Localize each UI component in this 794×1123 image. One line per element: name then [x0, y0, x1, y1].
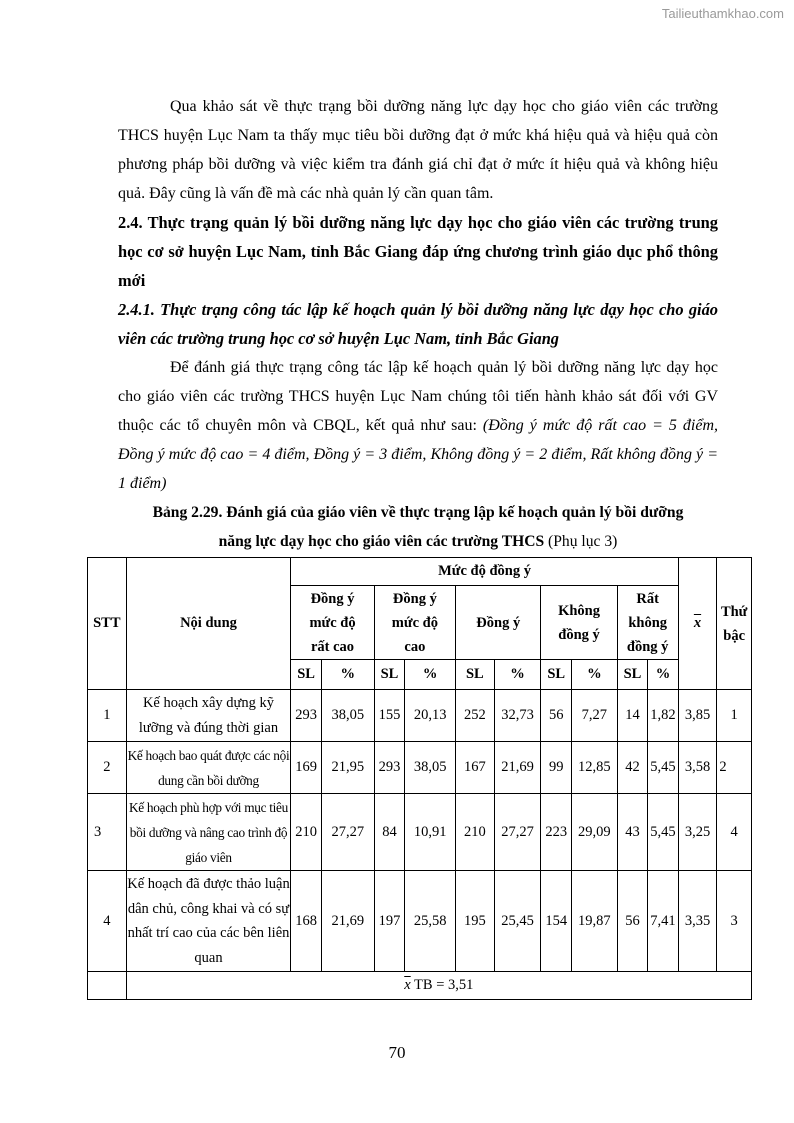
cell-stt: 1 — [88, 690, 127, 742]
cell-value: 27,27 — [494, 794, 541, 871]
cell-rank: 1 — [717, 690, 752, 742]
cell-value: 21,69 — [494, 742, 541, 794]
scale-note: (Đồng ý mức độ rất cao = 5 điểm, Đồng ý mức độ cao = 4 điểm, Đồng ý = 3 điểm, Không đồng ý = 2 điểm, Rất không đồng ý = 1 điểm) — [118, 417, 719, 492]
cell-value: 32,73 — [494, 690, 541, 742]
cell-value: 210 — [291, 794, 322, 871]
level-agree: Đồng ý — [456, 586, 541, 660]
header-stt: STT — [88, 558, 127, 690]
cell-value: 21,69 — [321, 871, 374, 972]
cell-rank: 3 — [717, 871, 752, 972]
caption-line-2: năng lực dạy học cho giáo viên các trường THCS — [218, 533, 545, 550]
cell-mean: 3,25 — [678, 794, 717, 871]
cell-value: 5,45 — [648, 742, 679, 794]
cell-value: 43 — [617, 794, 648, 871]
cell-value: 195 — [456, 871, 495, 972]
table-row — [88, 742, 752, 794]
sub-sl: SL — [291, 660, 322, 690]
header-row-1 — [88, 558, 752, 586]
cell-value: 293 — [291, 690, 322, 742]
cell-value: 223 — [541, 794, 572, 871]
cell-value: 155 — [374, 690, 405, 742]
cell-value: 20,13 — [405, 690, 456, 742]
header-thu-bac: Thứ bậc — [717, 558, 752, 690]
caption-line-2-wrap — [118, 527, 718, 556]
cell-stt: 3 — [88, 794, 127, 871]
table-row — [88, 871, 752, 972]
cell-value: 21,95 — [321, 742, 374, 794]
table-caption — [118, 498, 718, 556]
cell-value: 14 — [617, 690, 648, 742]
cell-noi-dung: Kế hoạch xây dựng kỹ lưỡng và đúng thời gian — [126, 690, 291, 742]
cell-rank: 2 — [717, 742, 752, 794]
cell-value: 29,09 — [571, 794, 617, 871]
cell-value: 38,05 — [321, 690, 374, 742]
level-high: Đồng ý mức độ cao — [374, 586, 455, 660]
caption-ref: (Phụ lục 3) — [544, 533, 618, 550]
level-very-high: Đồng ý mức độ rất cao — [291, 586, 374, 660]
cell-mean: 3,35 — [678, 871, 717, 972]
cell-stt: 4 — [88, 871, 127, 972]
cell-value: 56 — [541, 690, 572, 742]
cell-value: 10,91 — [405, 794, 456, 871]
intro-paragraph: Qua khảo sát về thực trạng bồi dưỡng năng lực dạy học cho giáo viên các trường THCS huyện Lục Nam ta thấy mục tiêu bồi dưỡng đạt ở mức khá hiệu quả và hiệu quả còn phương pháp bồi dưỡng và việc kiểm tra đánh giá chỉ đạt ở mức ít hiệu quả và không hiệu quả. Đây cũng là vấn đề mà các nhà quản lý cần quan tâm. — [118, 98, 718, 202]
level-disagree: Không đồng ý — [541, 586, 617, 660]
sub-pct: % — [571, 660, 617, 690]
cell-value: 12,85 — [571, 742, 617, 794]
cell-noi-dung: Kế hoạch bao quát được các nội dung cần bồi dưỡng — [126, 742, 291, 794]
cell-value: 84 — [374, 794, 405, 871]
sub-sl: SL — [456, 660, 495, 690]
cell-value: 19,87 — [571, 871, 617, 972]
cell-value: 293 — [374, 742, 405, 794]
header-xbar: $\overline{x}$ — [678, 558, 717, 690]
header-noi-dung: Nội dung — [126, 558, 291, 690]
assessment-table — [87, 557, 752, 1000]
caption-line-1: Bảng 2.29. Đánh giá của giáo viên về thực trạng lập kế hoạch quản lý bồi dưỡng — [152, 504, 684, 521]
page-body — [118, 92, 718, 556]
page-number: 70 — [388, 1043, 406, 1062]
sub-pct: % — [321, 660, 374, 690]
sub-sl: SL — [617, 660, 648, 690]
survey-text: Để đánh giá thực trạng công tác lập kế hoạch quản lý bồi dưỡng năng lực dạy học cho giáo viên các trường THCS huyện Lục Nam chúng tôi tiến hành khảo sát đối với GV thuộc các tổ chuyên môn và CBQL, kết quả như sau: — [118, 359, 718, 434]
cell-value: 168 — [291, 871, 322, 972]
table-row — [88, 690, 752, 742]
cell-rank: 4 — [717, 794, 752, 871]
cell-value: 1,82 — [648, 690, 679, 742]
table-row — [88, 794, 752, 871]
cell-value: 25,45 — [494, 871, 541, 972]
header-muc-do: Mức độ đồng ý — [291, 558, 678, 586]
sub-pct: % — [494, 660, 541, 690]
watermark: Tailieuthamkhao.com — [661, 6, 784, 21]
cell-stt: 2 — [88, 742, 127, 794]
cell-value: 56 — [617, 871, 648, 972]
cell-value: 99 — [541, 742, 572, 794]
section-heading-2-4-1: 2.4.1. Thực trạng công tác lập kế hoạch quản lý bồi dưỡng năng lực dạy học cho giáo viên các trường trung học cơ sở huyện Lục Nam, tỉnh Bắc Giang — [118, 300, 718, 348]
sub-sl: SL — [374, 660, 405, 690]
cell-value: 154 — [541, 871, 572, 972]
cell-value: 167 — [456, 742, 495, 794]
cell-mean: 3,58 — [678, 742, 717, 794]
cell-value: 27,27 — [321, 794, 374, 871]
survey-paragraph — [118, 353, 718, 498]
level-strongly-disagree: Rất không đồng ý — [617, 586, 678, 660]
cell-value: 42 — [617, 742, 648, 794]
cell-noi-dung: Kế hoạch đã được thảo luận dân chủ, công khai và có sự nhất trí cao của các bên liên quan — [126, 871, 291, 972]
cell-value: 169 — [291, 742, 322, 794]
cell-value: 7,41 — [648, 871, 679, 972]
cell-value: 7,27 — [571, 690, 617, 742]
cell-value: 252 — [456, 690, 495, 742]
table-summary-row — [88, 972, 752, 1000]
cell-mean: 3,85 — [678, 690, 717, 742]
cell-value: 5,45 — [648, 794, 679, 871]
summary-mean: $\overline{x}$ TB = 3,51 — [126, 972, 751, 1000]
sub-pct: % — [648, 660, 679, 690]
cell-value: 210 — [456, 794, 495, 871]
cell-value: 197 — [374, 871, 405, 972]
sub-pct: % — [405, 660, 456, 690]
sub-sl: SL — [541, 660, 572, 690]
cell-noi-dung: Kế hoạch phù hợp với mục tiêu bồi dưỡng và nâng cao trình độ giáo viên — [126, 794, 291, 871]
summary-empty — [88, 972, 127, 1000]
cell-value: 38,05 — [405, 742, 456, 794]
cell-value: 25,58 — [405, 871, 456, 972]
section-heading-2-4: 2.4. Thực trạng quản lý bồi dưỡng năng lực dạy học cho giáo viên các trường trung học cơ sở huyện Lục Nam, tỉnh Bắc Giang đáp ứng chương trình giáo dục phổ thông mới — [118, 213, 718, 290]
